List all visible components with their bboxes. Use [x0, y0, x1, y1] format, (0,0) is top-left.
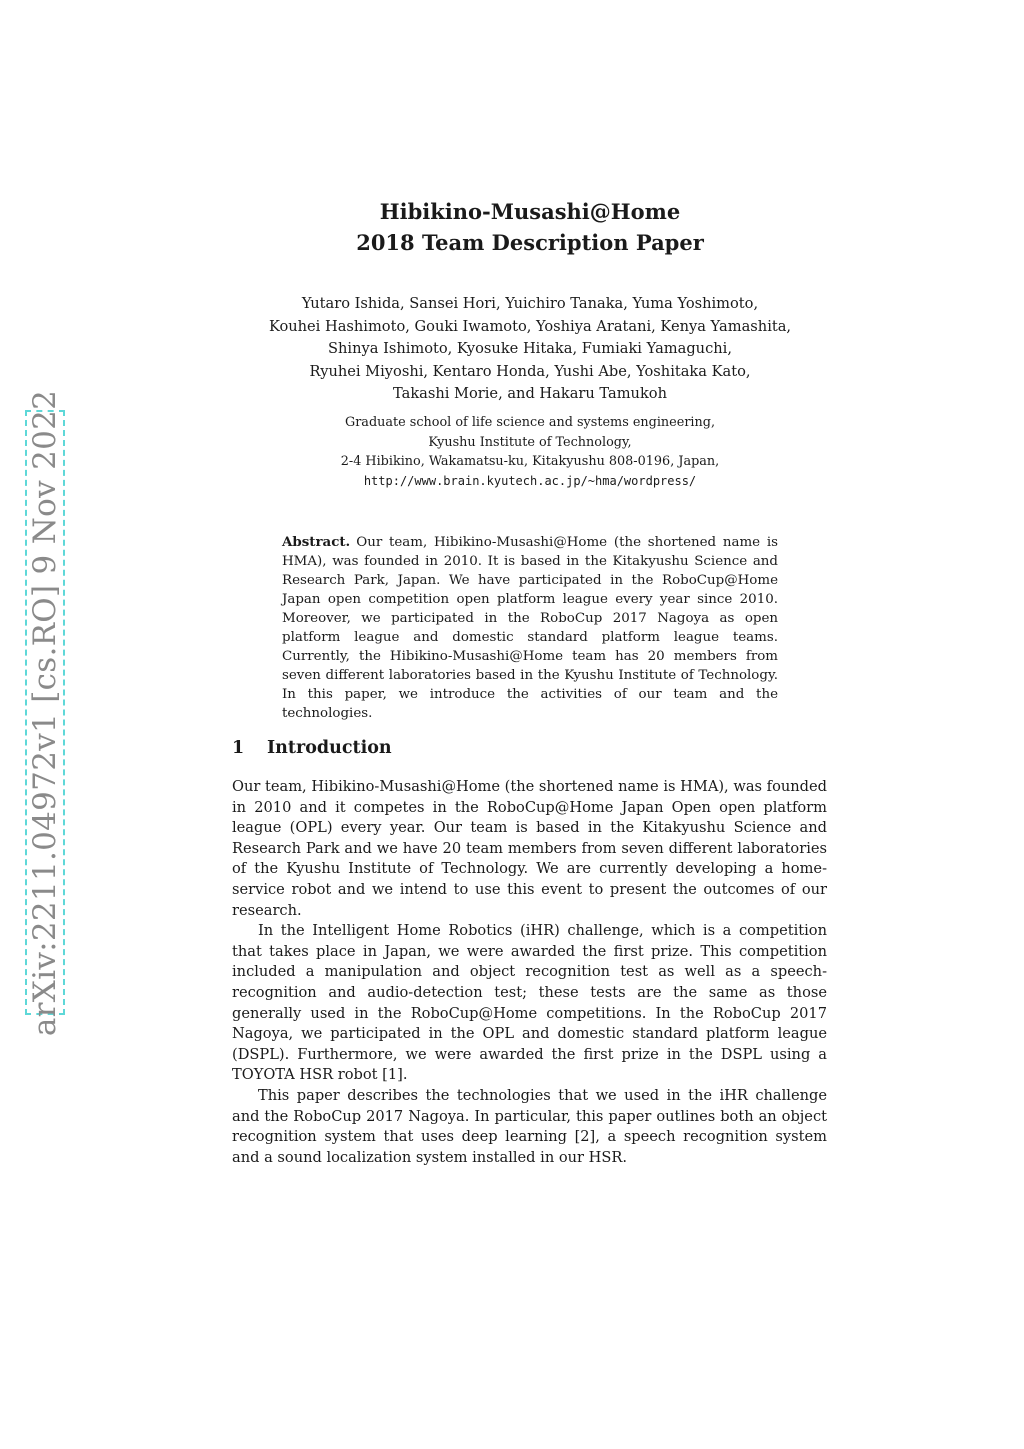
- paper-title: [200, 196, 860, 258]
- author-line: Shinya Ishimoto, Kyosuke Hitaka, Fumiaki Yamaguchi,: [328, 340, 732, 357]
- section-number: 1: [232, 738, 245, 758]
- title-line-2: 2018 Team Description Paper: [356, 230, 704, 255]
- body-paragraph: In the Intelligent Home Robotics (iHR) challenge, which is a competition that takes place in Japan, we were awarded the first prize. This competition included a manipulation and object recognition test as well as a speech-recognition and audio-detection test; these tests are the same as those generally used in the RoboCup@Home competitions. In the RoboCup 2017 Nagoya, we participated in the OPL and domestic standard platform league (DSPL). Furthermore, we were awarded the first prize in the DSPL using a TOYOTA HSR robot [1].: [232, 922, 827, 1084]
- section-body: [232, 777, 827, 1168]
- affiliation-line: Graduate school of life science and systems engineering,: [344, 415, 716, 430]
- abstract-text: Our team, Hibikino-Musashi@Home (the shortened name is HMA), was founded in 2010. It is based in the Kitakyushu Science and Research Park, Japan. We have participated in the RoboCup@Home Japan open competition open platform league every year since 2010. Moreover, we participated in the RoboCup 2017 Nagoya as open platform league and domestic standard platform league teams. Currently, the Hibikino-Musashi@Home team has 20 members from seven different laboratories based in the Kyushu Institute of Technology. In this paper, we introduce the activities of our team and the technologies.: [282, 535, 778, 721]
- author-list: [200, 293, 860, 406]
- body-paragraph: Our team, Hibikino-Musashi@Home (the shortened name is HMA), was founded in 2010 and it competes in the RoboCup@Home Japan Open open platform league (OPL) every year. Our team is based in the Kitakyushu Science and Research Park and we have 20 team members from seven different laboratories of the Kyushu Institute of Technology. We are currently developing a home-service robot and we intend to use this event to present the outcomes of our research.: [232, 778, 827, 919]
- affiliation-line: 2-4 Hibikino, Wakamatsu-ku, Kitakyushu 808-0196, Japan,: [340, 454, 720, 469]
- author-line: Kouhei Hashimoto, Gouki Iwamoto, Yoshiya Aratani, Kenya Yamashita,: [268, 317, 792, 335]
- arxiv-identifier-stamp[interactable]: [25, 389, 65, 1036]
- abstract-label: Abstract.: [282, 534, 351, 550]
- arxiv-identifier-text: arXiv:2211.04972v1 [cs.RO] 9 Nov 2022: [27, 389, 63, 1036]
- affiliation-line: Kyushu Institute of Technology,: [428, 434, 632, 450]
- affiliation-url-link[interactable]: http://www.brain.kyutech.ac.jp/~hma/wordpress/: [363, 473, 697, 488]
- affiliation: [200, 413, 860, 491]
- abstract: [282, 533, 778, 723]
- body-paragraph: This paper describes the technologies that we used in the iHR challenge and the RoboCup 2017 Nagoya. In particular, this paper outlines both an object recognition system that uses deep learning [2], a speech recognition system and a sound localization system installed in our HSR.: [232, 1086, 827, 1166]
- section-title: Introduction: [267, 738, 392, 758]
- author-line: Ryuhei Miyoshi, Kentaro Honda, Yushi Abe, Yoshitaka Kato,: [309, 362, 751, 380]
- section-heading: [232, 735, 832, 761]
- title-line-1: Hibikino-Musashi@Home: [379, 199, 681, 224]
- author-line: Takashi Morie, and Hakaru Tamukoh: [393, 385, 667, 402]
- author-line: Yutaro Ishida, Sansei Hori, Yuichiro Tanaka, Yuma Yoshimoto,: [301, 295, 759, 312]
